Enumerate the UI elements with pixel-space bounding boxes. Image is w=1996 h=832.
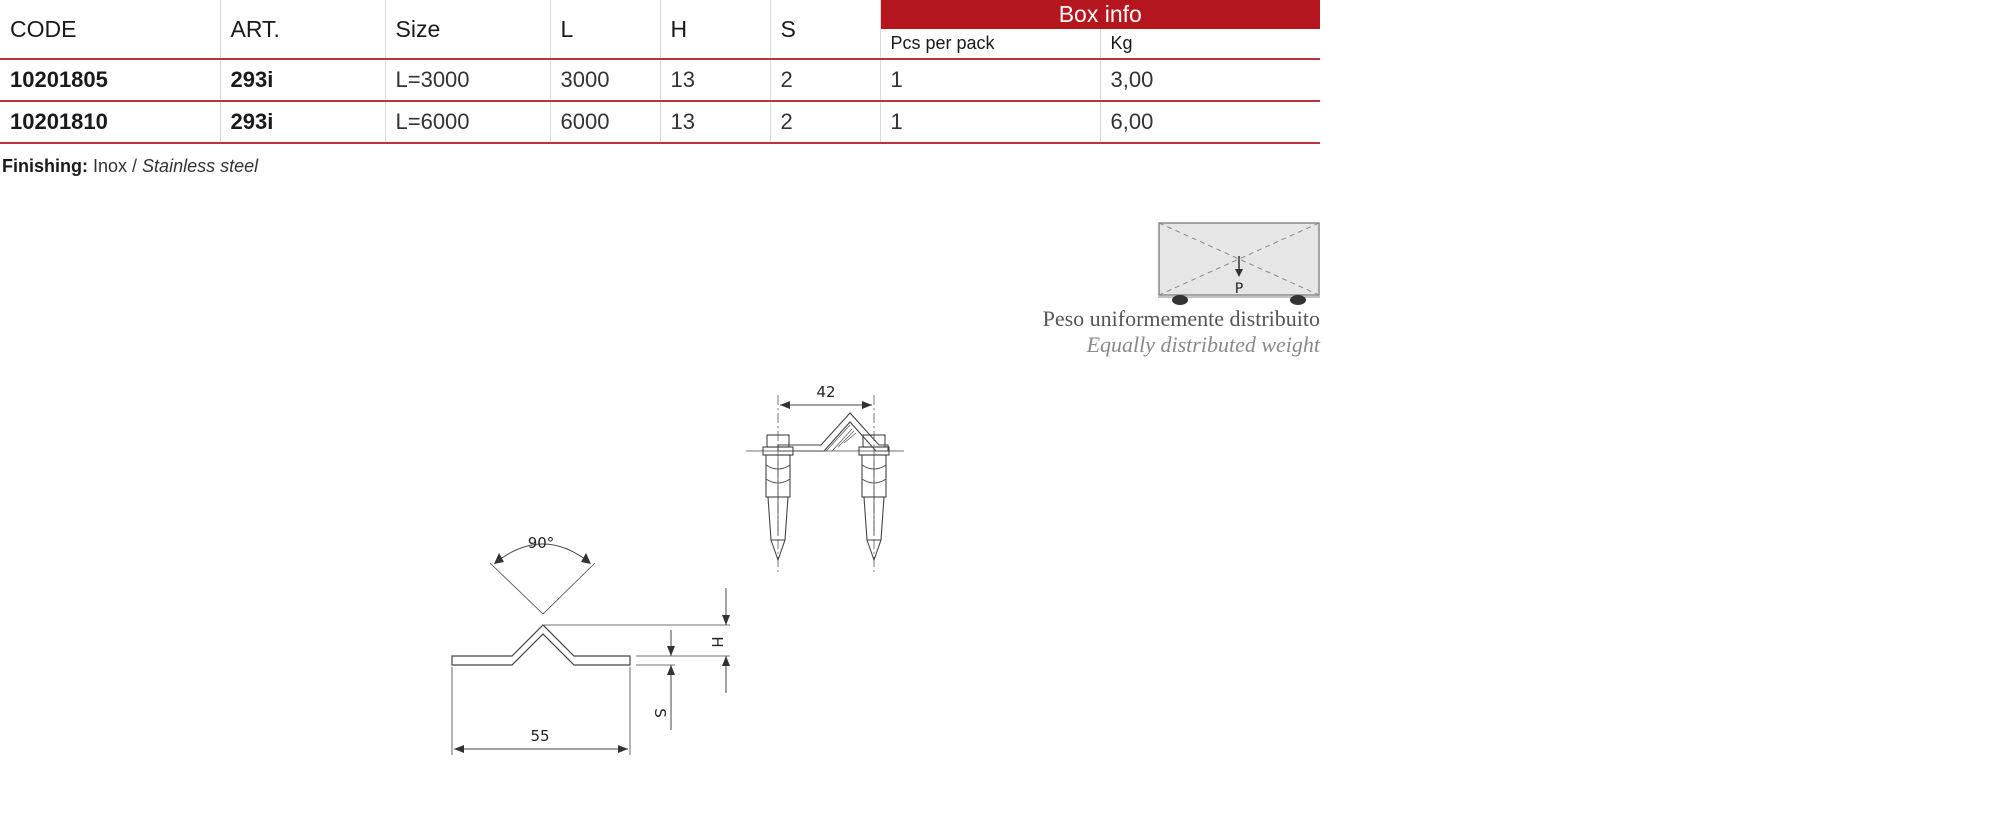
cell-h: 13 [660, 101, 770, 143]
table-row [0, 101, 1320, 143]
cell-size: L=6000 [385, 101, 550, 143]
table-row [0, 59, 1320, 101]
cell-code: 10201810 [0, 101, 220, 143]
angle-label: 90° [527, 534, 555, 552]
product-table [0, 0, 1320, 144]
cell-s: 2 [770, 59, 880, 101]
distributed-load-icon [1158, 222, 1322, 306]
col-header-art: ART. [220, 0, 385, 59]
angle-guide [490, 563, 595, 614]
finishing-label: Finishing: [2, 156, 88, 176]
profile-view [452, 544, 730, 755]
installed-view [746, 395, 904, 575]
cell-l: 6000 [550, 101, 660, 143]
profile-outline [452, 625, 630, 665]
dimension-arrows [454, 553, 730, 753]
cell-s: 2 [770, 101, 880, 143]
col-header-s: S [770, 0, 880, 59]
installed-profile [778, 413, 888, 451]
col-header-l: L [550, 0, 660, 59]
finishing-value: Inox / [93, 156, 138, 176]
col-header-size: Size [385, 0, 550, 59]
load-caption-it: Peso uniformemente distribuito [1042, 306, 1320, 331]
col-header-h: H [660, 0, 770, 59]
cell-kg: 3,00 [1100, 59, 1320, 101]
col-header-kg: Kg [1100, 29, 1320, 59]
cell-pcs-per-pack: 1 [880, 101, 1100, 143]
col-header-pcs-per-pack: Pcs per pack [880, 29, 1100, 59]
cell-pcs-per-pack: 1 [880, 59, 1100, 101]
col-header-code: CODE [0, 0, 220, 59]
technical-drawing [440, 375, 920, 765]
width-label: 55 [530, 727, 550, 745]
cell-h: 13 [660, 59, 770, 101]
top-dimension-label: 42 [816, 383, 836, 401]
h-label: H [708, 636, 726, 648]
cell-art: 293i [220, 101, 385, 143]
cell-kg: 6,00 [1100, 101, 1320, 143]
load-wheel [1290, 295, 1306, 305]
cell-art: 293i [220, 59, 385, 101]
load-caption-en: Equally distributed weight [1086, 332, 1320, 357]
finishing-value-italic: Stainless steel [142, 156, 259, 176]
cell-size: L=3000 [385, 59, 550, 101]
load-letter: P [1234, 281, 1244, 297]
load-wheel [1172, 295, 1188, 305]
profile-hatch [826, 425, 856, 451]
finishing-note [2, 156, 258, 177]
s-label: S [651, 708, 669, 718]
box-info-header: Box info [880, 0, 1320, 29]
cell-l: 3000 [550, 59, 660, 101]
cell-code: 10201805 [0, 59, 220, 101]
